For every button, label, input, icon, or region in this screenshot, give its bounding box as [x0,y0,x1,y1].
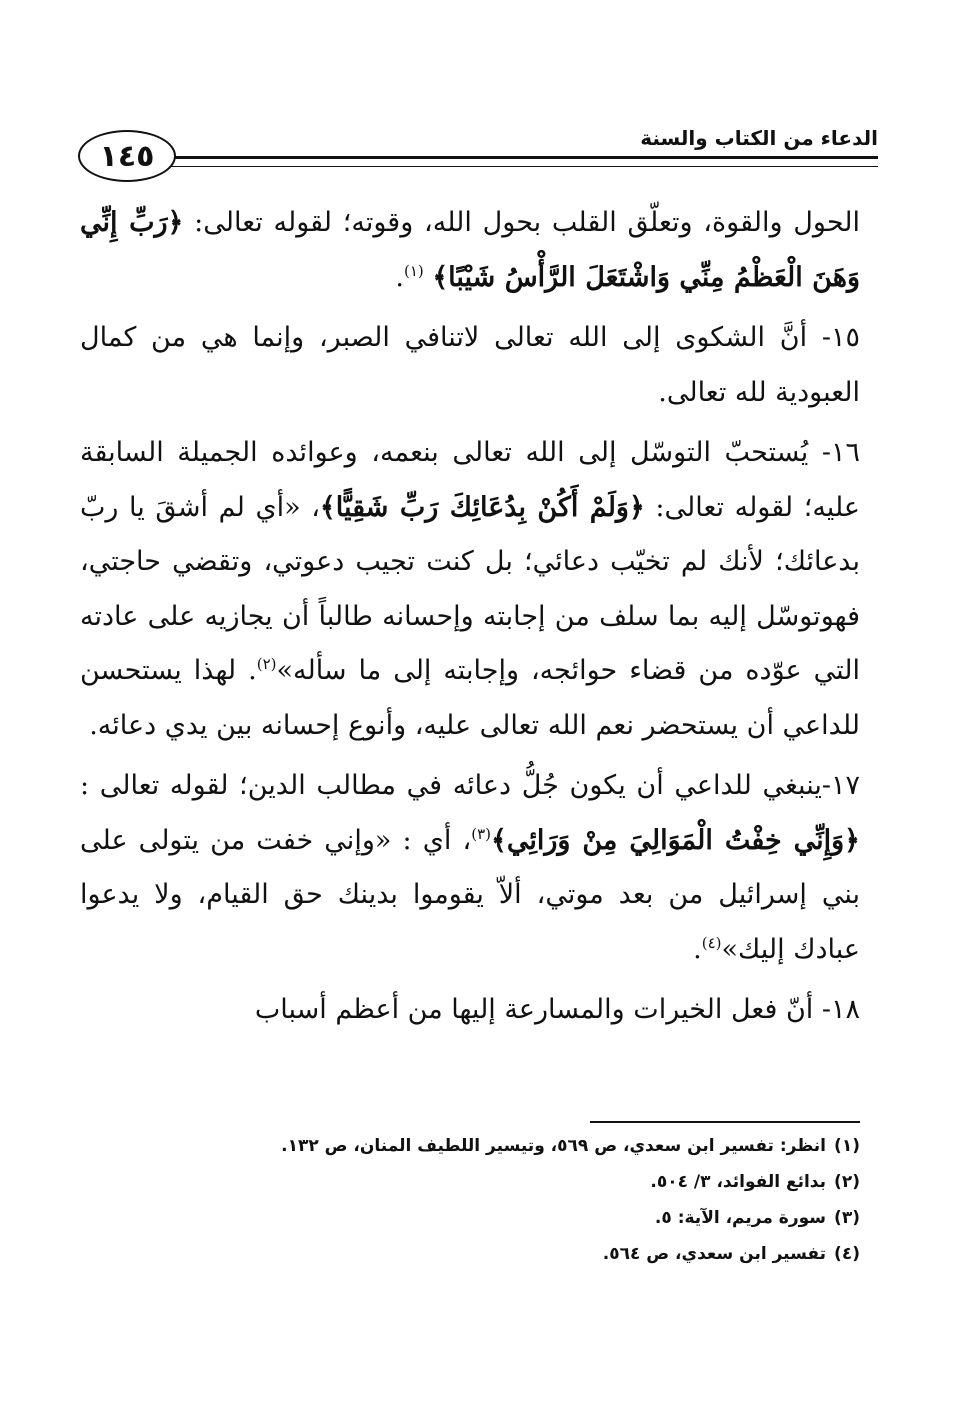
footnote-reference: (١) [403,261,424,280]
footnote-text: انظر: تفسير ابن سعدي، ص ٥٦٩، وتيسير اللطيف المنان، ص ١٣٢. [281,1136,826,1156]
quran-verse: ﴿رَبِّ إِنِّي وَهَنَ الْعَظْمُ مِنِّي وَاشْتَعَلَ الرَّأْسُ شَيْبًا﴾ [80,207,860,293]
paragraph [80,196,860,305]
footnote-text: تفسير ابن سعدي، ص ٥٦٤. [602,1244,826,1264]
footnote-reference: (٣) [471,824,492,843]
footnote-reference: (٤) [701,933,722,952]
paragraph-text: ١٦- يُستحبّ التوسّل إلى الله تعالى بنعمه، وعوائده الجميلة السابقة عليه؛ لقوله تعالى: [80,437,860,523]
paragraph [80,426,860,753]
paragraph-text: . لهذا يستحسن للداعي أن يستحضر نعم الله تعالى عليه، وأنوع إحسانه بين يدي دعائه. [80,655,860,741]
footnote [80,1164,860,1200]
paragraph-text: ، أي : «وإني خفت من يتولى على بني إسرائيل من بعد موتي، ألاّ يقوموا بدينك حق القيام، ولا يدعوا عبادك إليك» [80,824,860,965]
footnote [80,1128,860,1164]
body-text [80,196,860,1044]
paragraph-text: . [693,933,702,965]
page-header [78,112,878,192]
paragraph-text: ، «أي لم أشقَ يا ربّ بدعائك؛ لأنك لم تخيّب دعائي؛ بل كنت تجيب دعوتي، وتقضي حاجتي، فهوتوسّل إليه بما سلف من إجابته وإحسانه طالباً أن يجازيه على عادته التي عوّده من قضاء حوائجه، وإجابته إلى ما سأله» [80,491,860,686]
footnotes [80,1128,860,1272]
footnote-separator [590,1121,860,1123]
footnote-number: (٤) [834,1244,860,1264]
page-number-oval [78,130,176,182]
footnote [80,1200,860,1236]
page-number: ١٤٥ [99,138,155,174]
running-title: الدعاء من الكتاب والسنة [640,126,878,150]
footnote-text: سورة مريم، الآية: ٥. [654,1208,826,1228]
paragraph-text: ١٥- أنَّ الشكوى إلى الله تعالى لاتنافي الصبر، وإنما هي من كمال العبودية لله تعالى. [80,322,860,408]
quran-verse: ﴿وَلَمْ أَكُنْ بِدُعَائِكَ رَبِّ شَقِيًّا﴾ [319,491,645,523]
footnote-number: (٣) [834,1208,860,1228]
paragraph-text: ١٧-ينبغي للداعي أن يكون جُلُّ دعائه في مطالب الدين؛ لقوله تعالى : [80,770,860,801]
footnote-reference: (٢) [256,655,277,673]
footnote-number: (٢) [834,1172,860,1192]
header-double-rule [170,156,878,167]
footnote [80,1236,860,1272]
quran-verse: ﴿وَإِنِّي خِفْتُ الْمَوَالِيَ مِنْ وَرَائِي﴾ [491,824,861,856]
paragraph [80,983,860,1038]
paragraph-text: الحول والقوة، وتعلّق القلب بحول الله، وقوته؛ لقوله تعالى: [183,207,860,238]
paragraph [80,311,860,420]
paragraph [80,759,860,977]
paragraph-text: . [395,261,404,293]
footnote-number: (١) [834,1136,860,1156]
footnote-text: بدائع الفوائد، ٣/ ٥٠٤. [650,1172,826,1192]
paragraph-text: ١٨- أنّ فعل الخيرات والمسارعة إليها من أعظم أسباب [254,994,860,1025]
